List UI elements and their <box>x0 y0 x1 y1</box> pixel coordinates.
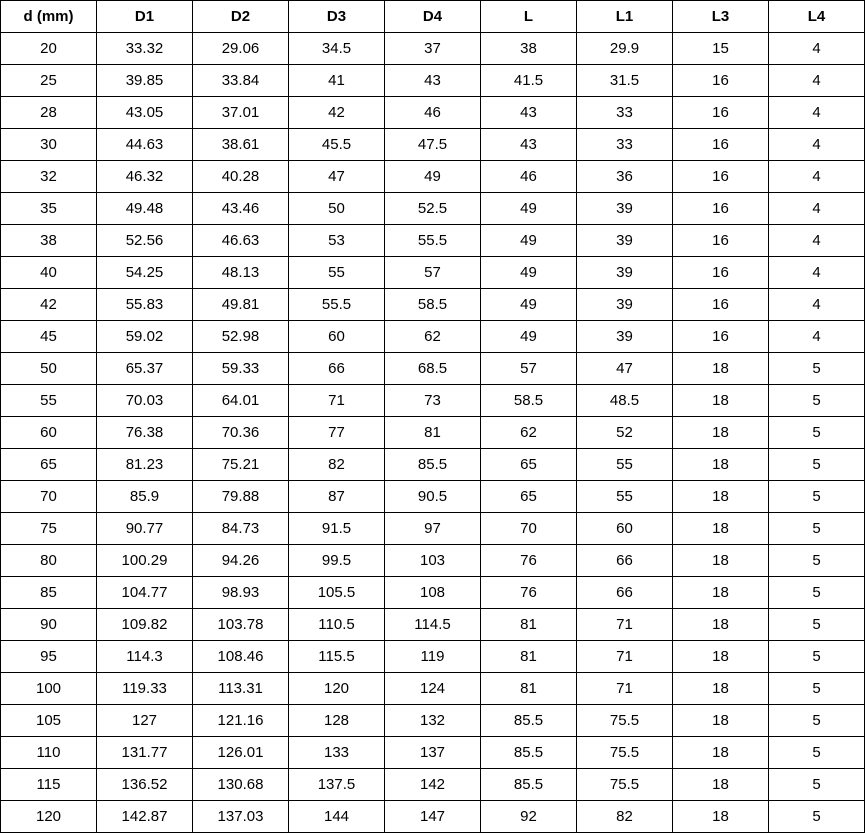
table-cell: 4 <box>769 321 865 353</box>
table-cell: 94.26 <box>193 545 289 577</box>
table-header <box>1 1 865 33</box>
column-header: L <box>481 1 577 33</box>
table-cell: 18 <box>673 801 769 833</box>
table-cell: 126.01 <box>193 737 289 769</box>
table-cell: 76.38 <box>97 417 193 449</box>
table-cell: 18 <box>673 577 769 609</box>
table-cell: 37.01 <box>193 97 289 129</box>
table-cell: 41 <box>289 65 385 97</box>
table-cell: 50 <box>289 193 385 225</box>
table-cell: 39 <box>577 193 673 225</box>
table-cell: 85.5 <box>385 449 481 481</box>
table-row <box>1 513 865 545</box>
table-cell: 18 <box>673 481 769 513</box>
table-cell: 147 <box>385 801 481 833</box>
table-cell: 33.84 <box>193 65 289 97</box>
table-row <box>1 385 865 417</box>
table-cell: 55 <box>577 481 673 513</box>
table-cell: 4 <box>769 129 865 161</box>
table-cell: 114.5 <box>385 609 481 641</box>
table-cell: 49 <box>481 193 577 225</box>
table-cell: 87 <box>289 481 385 513</box>
table-cell: 75 <box>1 513 97 545</box>
table-cell: 75.5 <box>577 737 673 769</box>
table-cell: 55 <box>577 449 673 481</box>
table-cell: 77 <box>289 417 385 449</box>
table-row <box>1 673 865 705</box>
table-cell: 66 <box>289 353 385 385</box>
column-header: D1 <box>97 1 193 33</box>
table-cell: 28 <box>1 97 97 129</box>
table-cell: 57 <box>481 353 577 385</box>
table-cell: 5 <box>769 513 865 545</box>
table-row <box>1 801 865 833</box>
table-cell: 115.5 <box>289 641 385 673</box>
table-cell: 75.5 <box>577 769 673 801</box>
table-cell: 133 <box>289 737 385 769</box>
table-cell: 104.77 <box>97 577 193 609</box>
table-cell: 99.5 <box>289 545 385 577</box>
table-cell: 49 <box>481 289 577 321</box>
table-cell: 38 <box>481 33 577 65</box>
table-cell: 40.28 <box>193 161 289 193</box>
table-cell: 85.5 <box>481 705 577 737</box>
table-cell: 100 <box>1 673 97 705</box>
table-row <box>1 705 865 737</box>
table-cell: 4 <box>769 289 865 321</box>
column-header: L1 <box>577 1 673 33</box>
table-row <box>1 449 865 481</box>
table-cell: 142.87 <box>97 801 193 833</box>
table-cell: 33.32 <box>97 33 193 65</box>
table-cell: 130.68 <box>193 769 289 801</box>
table-cell: 5 <box>769 737 865 769</box>
table-cell: 71 <box>577 673 673 705</box>
column-header: D4 <box>385 1 481 33</box>
table-row <box>1 193 865 225</box>
table-cell: 39 <box>577 321 673 353</box>
table-cell: 20 <box>1 33 97 65</box>
table-cell: 33 <box>577 97 673 129</box>
table-cell: 59.02 <box>97 321 193 353</box>
table-cell: 49 <box>481 225 577 257</box>
table-cell: 5 <box>769 417 865 449</box>
table-cell: 58.5 <box>385 289 481 321</box>
table-cell: 85.5 <box>481 737 577 769</box>
table-cell: 55.5 <box>289 289 385 321</box>
table-cell: 39 <box>577 289 673 321</box>
table-row <box>1 161 865 193</box>
table-cell: 5 <box>769 481 865 513</box>
table-cell: 47.5 <box>385 129 481 161</box>
table-cell: 108.46 <box>193 641 289 673</box>
table-cell: 39.85 <box>97 65 193 97</box>
table-row <box>1 353 865 385</box>
table-cell: 5 <box>769 385 865 417</box>
table-cell: 46.63 <box>193 225 289 257</box>
table-cell: 81 <box>385 417 481 449</box>
table-cell: 76 <box>481 577 577 609</box>
table-cell: 38.61 <box>193 129 289 161</box>
table-cell: 82 <box>577 801 673 833</box>
table-cell: 16 <box>673 321 769 353</box>
table-cell: 73 <box>385 385 481 417</box>
table-cell: 43 <box>481 97 577 129</box>
table-cell: 43.05 <box>97 97 193 129</box>
table-cell: 18 <box>673 641 769 673</box>
table-row <box>1 769 865 801</box>
table-cell: 71 <box>577 609 673 641</box>
table-cell: 109.82 <box>97 609 193 641</box>
table-cell: 62 <box>481 417 577 449</box>
table-row <box>1 321 865 353</box>
table-cell: 16 <box>673 289 769 321</box>
table-cell: 84.73 <box>193 513 289 545</box>
table-cell: 18 <box>673 769 769 801</box>
table-cell: 128 <box>289 705 385 737</box>
table-cell: 76 <box>481 545 577 577</box>
table-cell: 37 <box>385 33 481 65</box>
table-cell: 5 <box>769 609 865 641</box>
table-cell: 39 <box>577 225 673 257</box>
table-cell: 16 <box>673 193 769 225</box>
table-cell: 81 <box>481 609 577 641</box>
table-cell: 35 <box>1 193 97 225</box>
table-cell: 79.88 <box>193 481 289 513</box>
table-cell: 5 <box>769 673 865 705</box>
table-cell: 18 <box>673 353 769 385</box>
table-cell: 80 <box>1 545 97 577</box>
table-cell: 127 <box>97 705 193 737</box>
table-cell: 18 <box>673 673 769 705</box>
table-cell: 25 <box>1 65 97 97</box>
table-cell: 110 <box>1 737 97 769</box>
table-cell: 121.16 <box>193 705 289 737</box>
table-cell: 16 <box>673 161 769 193</box>
table-cell: 97 <box>385 513 481 545</box>
table-cell: 71 <box>577 641 673 673</box>
table-cell: 48.13 <box>193 257 289 289</box>
table-cell: 85.9 <box>97 481 193 513</box>
table-cell: 16 <box>673 65 769 97</box>
table-cell: 70 <box>481 513 577 545</box>
column-header: L4 <box>769 1 865 33</box>
table-row <box>1 609 865 641</box>
table-cell: 39 <box>577 257 673 289</box>
column-header: d (mm) <box>1 1 97 33</box>
table-cell: 85.5 <box>481 769 577 801</box>
table-cell: 65 <box>481 449 577 481</box>
table-cell: 18 <box>673 705 769 737</box>
table-cell: 18 <box>673 385 769 417</box>
table-cell: 55 <box>289 257 385 289</box>
table-cell: 59.33 <box>193 353 289 385</box>
table-cell: 100.29 <box>97 545 193 577</box>
table-cell: 70.36 <box>193 417 289 449</box>
table-row <box>1 225 865 257</box>
table-cell: 5 <box>769 577 865 609</box>
table-cell: 108 <box>385 577 481 609</box>
table-cell: 4 <box>769 161 865 193</box>
table-cell: 91.5 <box>289 513 385 545</box>
table-cell: 16 <box>673 225 769 257</box>
table-cell: 119.33 <box>97 673 193 705</box>
table-cell: 92 <box>481 801 577 833</box>
table-cell: 45.5 <box>289 129 385 161</box>
table-cell: 53 <box>289 225 385 257</box>
table-cell: 49.81 <box>193 289 289 321</box>
table-cell: 142 <box>385 769 481 801</box>
table-cell: 18 <box>673 737 769 769</box>
table-cell: 43.46 <box>193 193 289 225</box>
table-cell: 110.5 <box>289 609 385 641</box>
table-cell: 60 <box>577 513 673 545</box>
table-row <box>1 289 865 321</box>
table-cell: 144 <box>289 801 385 833</box>
table-cell: 55.83 <box>97 289 193 321</box>
table-cell: 5 <box>769 769 865 801</box>
table-cell: 47 <box>289 161 385 193</box>
table-cell: 46 <box>385 97 481 129</box>
table-cell: 66 <box>577 545 673 577</box>
table-cell: 98.93 <box>193 577 289 609</box>
table-cell: 33 <box>577 129 673 161</box>
table-cell: 81.23 <box>97 449 193 481</box>
table-row <box>1 545 865 577</box>
table-cell: 43 <box>481 129 577 161</box>
table-cell: 103.78 <box>193 609 289 641</box>
table-cell: 45 <box>1 321 97 353</box>
table-row <box>1 641 865 673</box>
table-cell: 46 <box>481 161 577 193</box>
table-cell: 42 <box>289 97 385 129</box>
table-cell: 90.5 <box>385 481 481 513</box>
table-cell: 40 <box>1 257 97 289</box>
table-cell: 4 <box>769 65 865 97</box>
table-row <box>1 97 865 129</box>
table-cell: 46.32 <box>97 161 193 193</box>
table-cell: 137.03 <box>193 801 289 833</box>
table-cell: 5 <box>769 449 865 481</box>
table-cell: 115 <box>1 769 97 801</box>
table-row <box>1 257 865 289</box>
table-cell: 85 <box>1 577 97 609</box>
table-row <box>1 417 865 449</box>
table-cell: 52 <box>577 417 673 449</box>
table-cell: 81 <box>481 641 577 673</box>
table-cell: 5 <box>769 801 865 833</box>
table-cell: 38 <box>1 225 97 257</box>
table-cell: 16 <box>673 97 769 129</box>
table-row <box>1 481 865 513</box>
table-cell: 58.5 <box>481 385 577 417</box>
table-cell: 16 <box>673 257 769 289</box>
table-cell: 90 <box>1 609 97 641</box>
table-cell: 36 <box>577 161 673 193</box>
table-cell: 4 <box>769 225 865 257</box>
table-cell: 105.5 <box>289 577 385 609</box>
table-cell: 5 <box>769 545 865 577</box>
table-cell: 15 <box>673 33 769 65</box>
table-cell: 16 <box>673 129 769 161</box>
table-cell: 50 <box>1 353 97 385</box>
table-cell: 55.5 <box>385 225 481 257</box>
table-cell: 70 <box>1 481 97 513</box>
table-row <box>1 65 865 97</box>
table-cell: 32 <box>1 161 97 193</box>
table-cell: 57 <box>385 257 481 289</box>
table-cell: 52.98 <box>193 321 289 353</box>
table-row <box>1 737 865 769</box>
table-cell: 132 <box>385 705 481 737</box>
table-cell: 49.48 <box>97 193 193 225</box>
table-cell: 114.3 <box>97 641 193 673</box>
table-cell: 31.5 <box>577 65 673 97</box>
table-cell: 29.06 <box>193 33 289 65</box>
table-cell: 44.63 <box>97 129 193 161</box>
table-cell: 137 <box>385 737 481 769</box>
table-cell: 18 <box>673 609 769 641</box>
table-row <box>1 33 865 65</box>
table-cell: 48.5 <box>577 385 673 417</box>
table-cell: 49 <box>385 161 481 193</box>
table-cell: 68.5 <box>385 353 481 385</box>
table-cell: 71 <box>289 385 385 417</box>
table-cell: 41.5 <box>481 65 577 97</box>
table-cell: 120 <box>1 801 97 833</box>
table-cell: 5 <box>769 353 865 385</box>
table-cell: 34.5 <box>289 33 385 65</box>
table-cell: 18 <box>673 513 769 545</box>
table-cell: 4 <box>769 193 865 225</box>
column-header: D2 <box>193 1 289 33</box>
table-cell: 52.5 <box>385 193 481 225</box>
table-cell: 82 <box>289 449 385 481</box>
table-cell: 70.03 <box>97 385 193 417</box>
table-cell: 5 <box>769 705 865 737</box>
table-cell: 105 <box>1 705 97 737</box>
table-cell: 75.21 <box>193 449 289 481</box>
table-cell: 54.25 <box>97 257 193 289</box>
table-cell: 43 <box>385 65 481 97</box>
table-cell: 42 <box>1 289 97 321</box>
table-cell: 65 <box>481 481 577 513</box>
table-cell: 137.5 <box>289 769 385 801</box>
table-cell: 131.77 <box>97 737 193 769</box>
table-row <box>1 577 865 609</box>
table-cell: 30 <box>1 129 97 161</box>
table-cell: 90.77 <box>97 513 193 545</box>
table-cell: 55 <box>1 385 97 417</box>
table-cell: 120 <box>289 673 385 705</box>
table-cell: 62 <box>385 321 481 353</box>
table-cell: 29.9 <box>577 33 673 65</box>
table-cell: 49 <box>481 257 577 289</box>
table-cell: 66 <box>577 577 673 609</box>
column-header: L3 <box>673 1 769 33</box>
table-cell: 4 <box>769 33 865 65</box>
column-header: D3 <box>289 1 385 33</box>
table-cell: 4 <box>769 97 865 129</box>
table-cell: 60 <box>289 321 385 353</box>
table-cell: 4 <box>769 257 865 289</box>
table-cell: 49 <box>481 321 577 353</box>
table-cell: 81 <box>481 673 577 705</box>
table-cell: 124 <box>385 673 481 705</box>
table-cell: 52.56 <box>97 225 193 257</box>
table-cell: 95 <box>1 641 97 673</box>
table-cell: 65.37 <box>97 353 193 385</box>
table-cell: 103 <box>385 545 481 577</box>
table-cell: 136.52 <box>97 769 193 801</box>
table-cell: 18 <box>673 417 769 449</box>
table-cell: 47 <box>577 353 673 385</box>
table-cell: 65 <box>1 449 97 481</box>
table-row <box>1 129 865 161</box>
table-cell: 5 <box>769 641 865 673</box>
table-cell: 64.01 <box>193 385 289 417</box>
table-body <box>1 33 865 833</box>
table-cell: 60 <box>1 417 97 449</box>
table-cell: 75.5 <box>577 705 673 737</box>
table-cell: 119 <box>385 641 481 673</box>
header-row <box>1 1 865 33</box>
table-cell: 18 <box>673 449 769 481</box>
table-cell: 18 <box>673 545 769 577</box>
table-cell: 113.31 <box>193 673 289 705</box>
